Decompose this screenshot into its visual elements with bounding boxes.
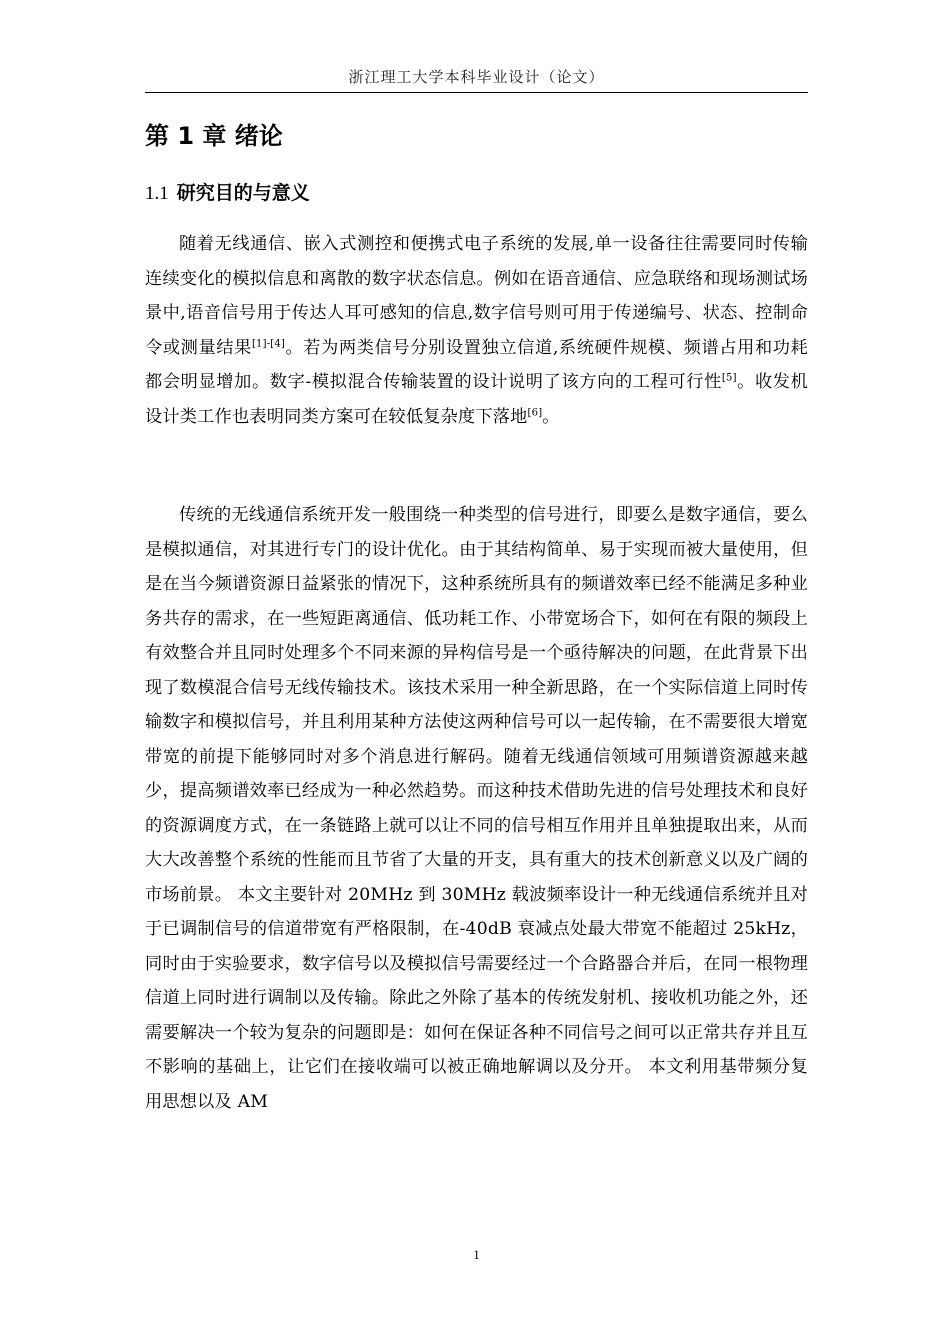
- body-paragraph-2: 传统的无线通信系统开发一般围绕一种类型的信号进行，即要么是数字通信，要么是模拟通信，对其进行专门的设计优化。由于其结构简单、易于实现而被大量使用，但是在当今频谱资源日益紧张的情况下，这种系统所具有的频谱效率已经不能满足多种业务共存的需求，在一些短距离通信、低功耗工作、小带宽场合下，如何在有限的频段上有效整合并且同时处理多个不同来源的异构信号是一个亟待解决的问题，在此背景下出现了数模混合信号无线传输技术。该技术采用一种全新思路，在一个实际信道上同时传输数字和模拟信号，并且利用某种方法使这两种信号可以一起传输，在不需要很大增宽带宽的前提下能够同时对多个消息进行解码。随着无线通信领域可用频谱资源越来越少，提高频谱效率已经成为一种必然趋势。而这种技术借助先进的信号处理技术和良好的资源调度方式，在一条链路上就可以让不同的信号相互作用并且单独提取出来，从而大大改善整个系统的性能而且节省了大量的开支，具有重大的技术创新意义以及广阔的市场前景。 本文主要针对 20MHz 到 30MHz 载波频率设计一种无线通信系统并且对于已调制信号的信道带宽有严格限制，在-40dB 衰减点处最大带宽不能超过 25kHz，同时由于实验要求，数字信号以及模拟信号需要经过一个合路器合并后，在同一根物理信道上同时进行调制以及传输。除此之外除了基本的传统发射机、接收机功能之外，还需要解决一个较为复杂的问题即是：如何在保证各种不同信号之间可以正常共存并且互不影响的基础上，让它们在接收端可以被正确地解调以及分开。 本文利用基带频分复用思想以及 AM: [145, 505, 808, 1112]
- citation-ref: [5]: [721, 372, 737, 384]
- paragraph-text: 。收发机设计类工作也表明同类方案可在较低复杂度下落地: [145, 372, 808, 427]
- section-number: 1.1: [145, 183, 169, 204]
- citation-ref: [6]: [527, 406, 543, 418]
- paragraph-text: 随着无线通信、嵌入式测控和便携式电子系统的发展,单一设备往往需要同时传输连续变化的模拟信息和离散的数字状态信息。例如在语音通信、应急联络和现场测试场景中,语音信号用于传达人耳可感知的信息,数字信号则可用于传递编号、状态、控制命令或测量结果: [145, 234, 808, 358]
- citation-ref: [1]-[4]: [251, 337, 286, 349]
- section-title: 研究目的与意义: [176, 182, 310, 204]
- paragraph-text: 。: [542, 406, 560, 427]
- running-header: 浙江理工大学本科毕业设计（论文）: [348, 68, 605, 86]
- section-heading: [145, 178, 310, 205]
- body-paragraph-1: [145, 227, 808, 434]
- chapter-title: 第 1 章 绪论: [145, 122, 283, 150]
- paragraph-text: 。若为两类信号分别设置独立信道,系统硬件规模、频谱占用和功耗都会明显增加。数字-模拟混合传输装置的设计说明了该方向的工程可行性: [145, 337, 808, 392]
- header-rule: [145, 92, 808, 93]
- page-number: 1: [473, 1247, 480, 1262]
